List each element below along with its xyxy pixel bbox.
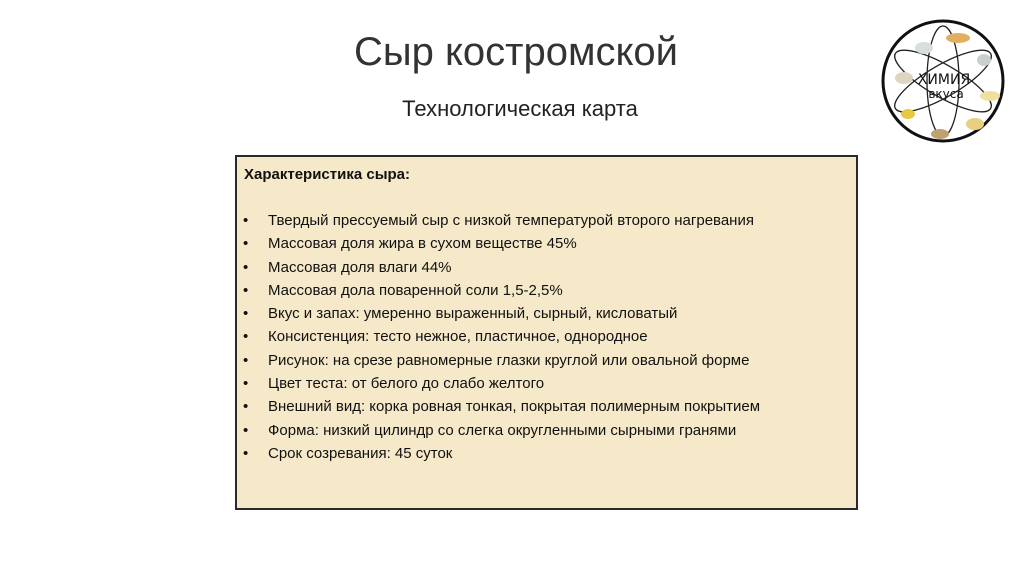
logo-text-line1: ХИМИЯ [917, 72, 971, 88]
bullet-icon: • [243, 281, 249, 299]
slide-title: Сыр костромской [353, 30, 679, 74]
bullet-icon: • [243, 328, 249, 346]
bullet-icon: • [243, 398, 249, 416]
bullet-icon: • [243, 235, 249, 253]
bullet-icon: • [243, 212, 249, 229]
characteristics-box [235, 155, 858, 510]
list-item-text: Цвет теста: от белого до слабо желтого [268, 375, 545, 393]
khimiya-vkusa-logo [880, 18, 1006, 144]
bullet-icon: • [243, 421, 249, 439]
characteristics-heading: Характеристика сыра: [244, 166, 411, 183]
list-item-text: Внешний вид: корка ровная тонкая, покрытая полимерным покрытием [268, 398, 761, 416]
bullet-icon: • [243, 258, 249, 276]
list-item-text: Массовая доля влаги 44% [268, 258, 452, 276]
bullet-icon: • [243, 351, 249, 369]
list-item-text: Массовая дола поваренной соли 1,5-2,5% [268, 281, 563, 299]
list-item-text: Твердый прессуемый сыр с низкой температурой второго нагревания [268, 212, 754, 229]
slide-subtitle: Технологическая карта [402, 96, 638, 121]
list-item-text: Рисунок: на срезе равномерные глазки круглой или овальной форме [268, 351, 750, 369]
bullet-icon: • [243, 444, 249, 462]
list-item-text: Массовая доля жира в сухом веществе 45% [268, 235, 577, 253]
list-item-text: Форма: низкий цилиндр со слегка округленными сырными гранями [268, 421, 737, 439]
list-item-text: Срок созревания: 45 суток [268, 444, 453, 462]
logo-text-line2: вкуса [928, 87, 964, 101]
bullet-icon: • [243, 305, 249, 323]
list-item-text: Вкус и запах: умеренно выраженный, сырный, кисловатый [268, 305, 678, 323]
bullet-icon: • [243, 375, 249, 393]
list-item-text: Консистенция: тесто нежное, пластичное, однородное [268, 328, 648, 346]
